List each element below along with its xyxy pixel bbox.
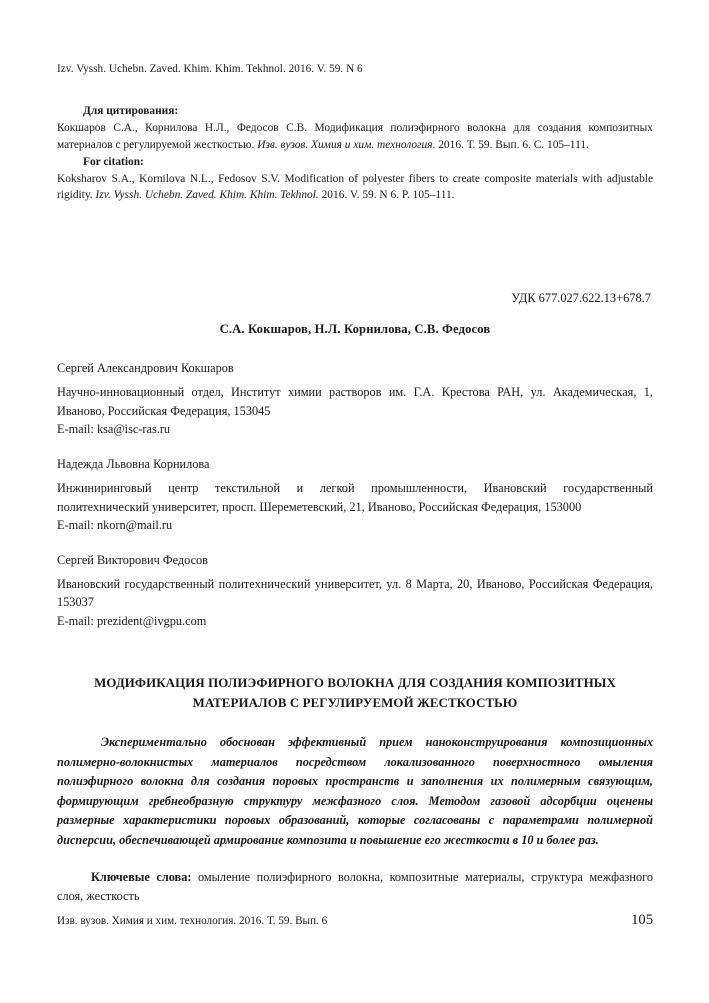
author-affiliation: Научно-инновационный отдел, Институт химии растворов им. Г.А. Крестова РАН, ул. Академическая, 1, Иваново, Российская Федерация, 153045: [57, 385, 653, 418]
citation-label-ru: Для цитирования:: [83, 105, 179, 118]
author-email: E-mail: ksa@isc-ras.ru: [57, 422, 171, 437]
article-title: МОДИФИКАЦИЯ ПОЛИЭФИРНОГО ВОЛОКНА ДЛЯ СОЗДАНИЯ КОМПОЗИТНЫХ МАТЕРИАЛОВ С РЕГУЛИРУЕМОЙ ЖЕСТКОСТЬЮ: [94, 676, 616, 710]
authors-line: С.А. Кокшаров, Н.Л. Корнилова, С.В. Федосов: [219, 322, 491, 337]
citation-en-part2: 2016. V. 59. N 6. P. 105–111.: [318, 189, 455, 202]
citation-ru-part2: . 2016. Т. 59. Вып. 6. С. 105–111.: [432, 138, 589, 151]
citation-text-ru: [57, 120, 653, 153]
udc-code: УДК 677.027.622.13+678.7: [511, 290, 651, 305]
author-email: E-mail: prezident@ivgpu.com: [57, 613, 207, 628]
running-head: Izv. Vyssh. Uchebn. Zaved. Khim. Khim. Tekhnol. 2016. V. 59. N 6: [57, 63, 363, 75]
citation-text-en: [57, 171, 653, 204]
keywords-label: Ключевые слова:: [91, 870, 192, 885]
citation-ru-part1: Кокшаров С.А., Корнилова Н.Л., Федосов С.В. Модификация полиэфирного волокна для создания композитных материалов с регулируемой жесткостью.: [57, 122, 653, 151]
abstract: Экспериментально обоснован эффективный прием наноконструирования композиционных полимерно-волокнистых материалов посредством локализованного поверхностного омыления полиэфирного волокна для создания поровых пространств и заполнения их полимерным связующим, формирующим гребнеобразную структуру межфазного слоя. Методом газовой адсорбции оценены размерные характеристики поровых образований, которые согласованы с параметрами полимерной дисперсии, обеспечивающей армирование композита и повышение его жесткости в 10 и более раз.: [57, 735, 653, 847]
citation-block: [57, 103, 653, 204]
spacer: [57, 646, 653, 674]
author-name: Надежда Львовна Корнилова: [57, 456, 210, 471]
citation-en-journal: Izv. Vyssh. Uchebn. Zaved. Khim. Khim. Tekhnol.: [95, 189, 319, 202]
author-name: Сергей Александрович Кокшаров: [57, 361, 234, 376]
page-footer: [57, 911, 653, 930]
page-content: [57, 62, 653, 905]
author-name: Сергей Викторович Федосов: [57, 552, 208, 567]
author-email: E-mail: nkorn@mail.ru: [57, 518, 173, 533]
keywords: [57, 868, 653, 905]
spacer: [57, 204, 653, 290]
keywords-text: омыление полиэфирного волокна, композитные материалы, структура межфазного слоя, жесткость: [57, 870, 653, 903]
author-block-1: [57, 359, 653, 439]
author-affiliation: Ивановский государственный политехнический университет, ул. 8 Марта, 20, Иваново, Российская Федерация, 153037: [57, 576, 653, 610]
page-number: 105: [631, 912, 653, 928]
citation-label-en: For citation:: [83, 155, 144, 168]
citation-en-part1: Koksharov S.A., Kornilova N.L., Fedosov S.V. Modification of polyester fibers to create composite materials with adjustable rigidity.: [57, 172, 653, 202]
footer-journal-info: Изв. вузов. Химия и хим. технология. 2016. Т. 59. Вып. 6: [57, 915, 328, 927]
citation-ru-journal: Изв. вузов. Химия и хим. технология: [257, 138, 433, 151]
author-block-3: [57, 551, 653, 631]
author-affiliation: Инжиниринговый центр текстильной и легкой промышленности, Ивановский государственный политехнический университет, просп. Шереметевский, 21, Иваново, Российская Федерация, 153000: [57, 481, 653, 514]
author-block-2: [57, 455, 653, 535]
